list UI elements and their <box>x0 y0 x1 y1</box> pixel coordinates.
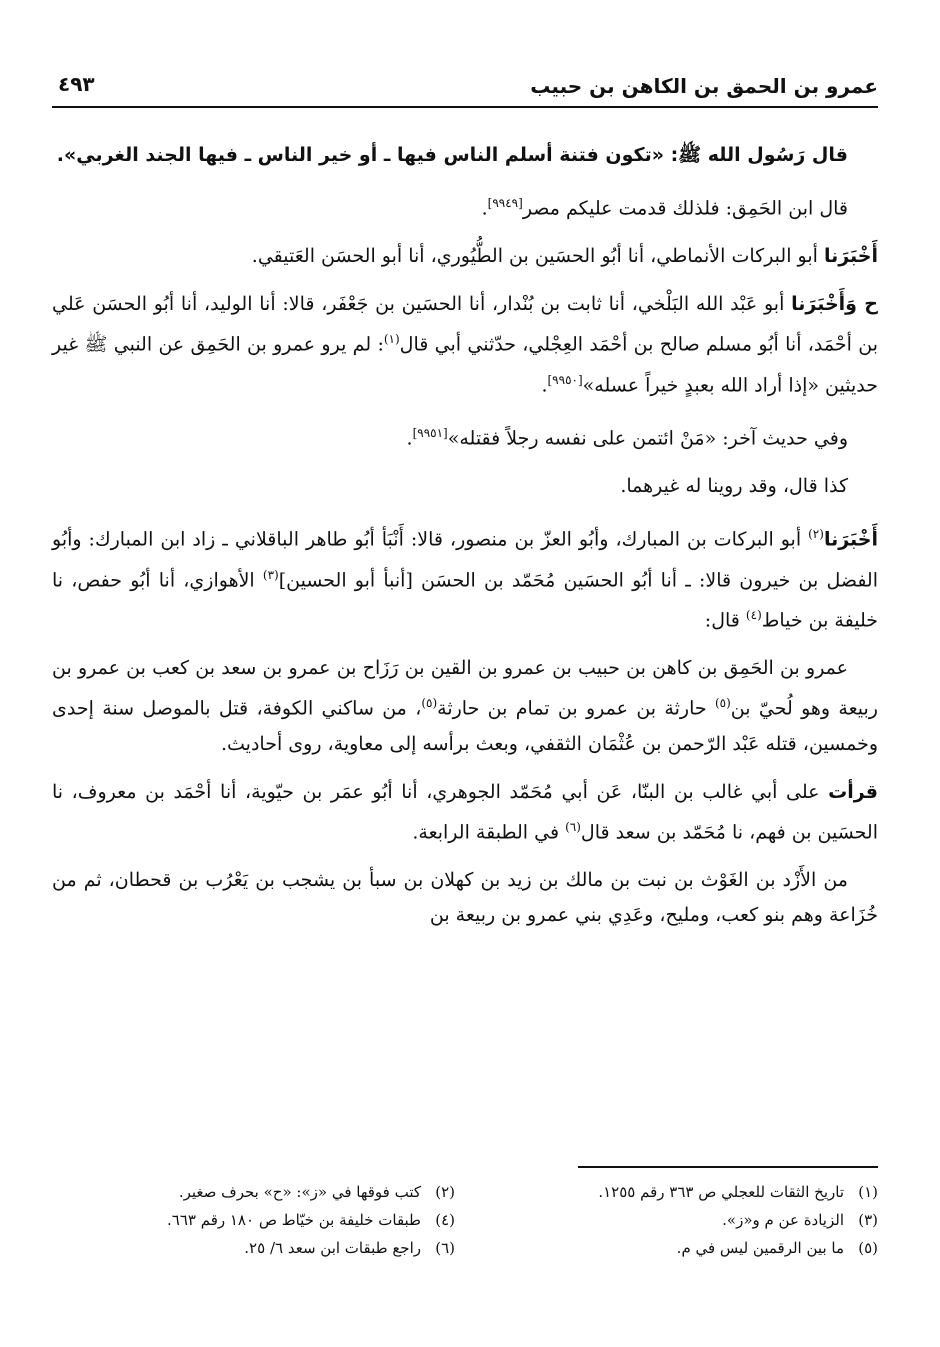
paragraph <box>52 239 878 274</box>
paragraph-text: أبو عَبْد الله البَلْخي، أنا ثابت بن بُنْدار، أنا الحسَين بن جَعْفَر، قالا: أنا الوليد، أنا أبُو الحسَن عَلي بن أحْمَد، أنا أبُو مسلم صالح بن أحْمَد العِجْلي، حدّثني أبي قال <box>52 293 878 356</box>
reference-mark: [٩٩٥١] <box>412 425 448 440</box>
paragraph-text: كذا قال، وقد روينا له غيرهما. <box>620 475 848 498</box>
footnote-mark: (١) <box>383 332 400 347</box>
paragraph-text: قال ابن الحَمِق: فلذلك قدمت عليكم مصر <box>522 197 848 220</box>
footnote-mark: (٤) <box>745 607 762 622</box>
isnad-lead: ح وَأَخْبَرَنا <box>791 293 878 316</box>
footnote-mark: (٣) <box>262 567 279 582</box>
paragraph-text: : لم يرو عمرو بن الحَمِق عن النبي ﷺ غير حديثين «إذا أراد الله بعبدٍ خيراً عسله» <box>52 333 878 396</box>
reference-mark: [٩٩٥٠] <box>547 372 583 387</box>
footnote-text: راجع طبقات ابن سعد ٦/ ٢٥. <box>244 1239 421 1257</box>
paragraph-text: في الطبقة الرابعة. <box>412 820 566 843</box>
paragraph-text: على أبي غالب بن البنّا، عَن أبي مُحَمّد الجوهري، أنا أبُو عمَر بن حيّوية، أنا أحْمَد بن معروف، نا الحسَين بن فهم، نا مُحَمّد بن سعد قال <box>52 780 878 843</box>
isnad-lead: أَخْبَرَنا <box>823 528 878 551</box>
isnad-lead: أَخْبَرَنا <box>823 245 878 268</box>
paragraph-text: الأهوازي، أنا أبُو حفص، نا خليفة بن خياط <box>52 568 878 632</box>
paragraph-text: قال: <box>704 609 746 632</box>
footnote <box>475 1208 878 1232</box>
paragraph <box>52 651 878 761</box>
paragraph-text: . <box>481 197 488 220</box>
paragraph <box>52 416 878 456</box>
paragraph-text: عمرو بن الحَمِق بن كاهن بن حبيب بن عمرو بن القين بن رَزَاح بن عمرو بن سعد بن كعب بن عمرو بن ربيعة وهو لُحيّ بن <box>52 657 878 720</box>
footnote-text: ما بين الرقمين ليس في م. <box>676 1239 844 1257</box>
paragraph-text: . <box>406 427 413 450</box>
hadith-text: قال رَسُول الله ﷺ: «تكون فتنة أسلم الناس فيها ـ أو خير الناس ـ فيها الجند الغربي». <box>56 144 848 166</box>
page-header <box>52 66 878 108</box>
footnote <box>52 1180 455 1204</box>
footnote <box>52 1236 455 1260</box>
footnote-separator <box>578 1166 878 1168</box>
footnote-mark: (٥) <box>714 696 731 711</box>
footnote-mark: (٥) <box>421 696 438 711</box>
paragraph <box>52 775 878 850</box>
footnote-number: (٢) <box>435 1183 455 1201</box>
paragraph-text: . <box>541 373 548 396</box>
footnote-number: (٥) <box>858 1239 878 1257</box>
footnote-mark: (٢) <box>808 527 824 542</box>
footnote-number: (٣) <box>858 1211 878 1229</box>
paragraph-text: وفي حديث آخر: «مَنْ ائتمن على نفسه رجلاً فقتله» <box>447 427 848 450</box>
paragraph-text: أبو البركات الأنماطي، أنا أبُو الحسَين بن الطُّيُوري، أنا أبو الحسَن العَتيقي. <box>251 245 824 268</box>
paragraph-text: أبو البركات بن المبارك، وأبُو العزّ بن منصور، قالا: أَنْبَأ أبُو طاهر الباقلاني ـ زاد ابن المبارك: وأبُو الفضل بن خيرون قالا: ـ أنا أبُو الحسَين مُحَمّد بن الحسَن [أنبأ أبو الحسين] <box>52 528 879 591</box>
paragraph-text: من الأَزْد بن الغَوْث بن نبت بن مالك بن زيد بن كهلان بن سبأ بن يشجب بن يَعْرُب بن قحطان، ثم من خُزَاعة وهم بنو كعب، ومليح، وعَدِي بني عمرو بن ربيعة بن <box>52 868 878 926</box>
footnote-mark: (٦) <box>565 819 581 834</box>
footnote <box>52 1208 455 1232</box>
paragraph <box>52 186 878 226</box>
running-title: عمرو بن الحمق بن الكاهن بن حبيب <box>530 74 878 98</box>
paragraph <box>52 863 878 933</box>
footnote-text: الزيادة عن م و«ز». <box>722 1211 844 1229</box>
footnote <box>475 1180 878 1204</box>
footnote-text: طبقات خليفة بن خيّاط ص ١٨٠ رقم ٦٦٣. <box>166 1211 421 1229</box>
paragraph-text: حارثة بن عمرو بن تمام بن حارثة <box>437 697 715 720</box>
footnote <box>475 1236 878 1260</box>
paragraph-text: ، من ساكني الكوفة، قتل بالموصل سنة إحدى وخمسين، قتله عَبْد الرّحمن بن عُثْمَان الثقفي، وبعث برأسه إلى معاوية، روى أحاديث. <box>52 697 878 755</box>
paragraph <box>52 517 878 638</box>
footnotes <box>52 1180 878 1260</box>
paragraph <box>52 138 878 173</box>
footnote-text: تاريخ الثقات للعجلي ص ٣٦٣ رقم ١٢٥٥. <box>598 1183 844 1201</box>
footnote-number: (٤) <box>435 1211 455 1229</box>
reference-mark: [٩٩٤٩] <box>487 196 523 210</box>
paragraph <box>52 469 878 504</box>
footnote-text: كتب فوقها في «ز»: «ح» بحرف صغير. <box>178 1183 421 1201</box>
paragraph <box>52 287 878 403</box>
footnote-number: (٦) <box>435 1239 455 1257</box>
main-text <box>52 138 878 946</box>
footnote-number: (١) <box>858 1183 878 1201</box>
isnad-lead: قرأت <box>828 780 878 803</box>
page-number: ٤٩٣ <box>58 72 95 96</box>
